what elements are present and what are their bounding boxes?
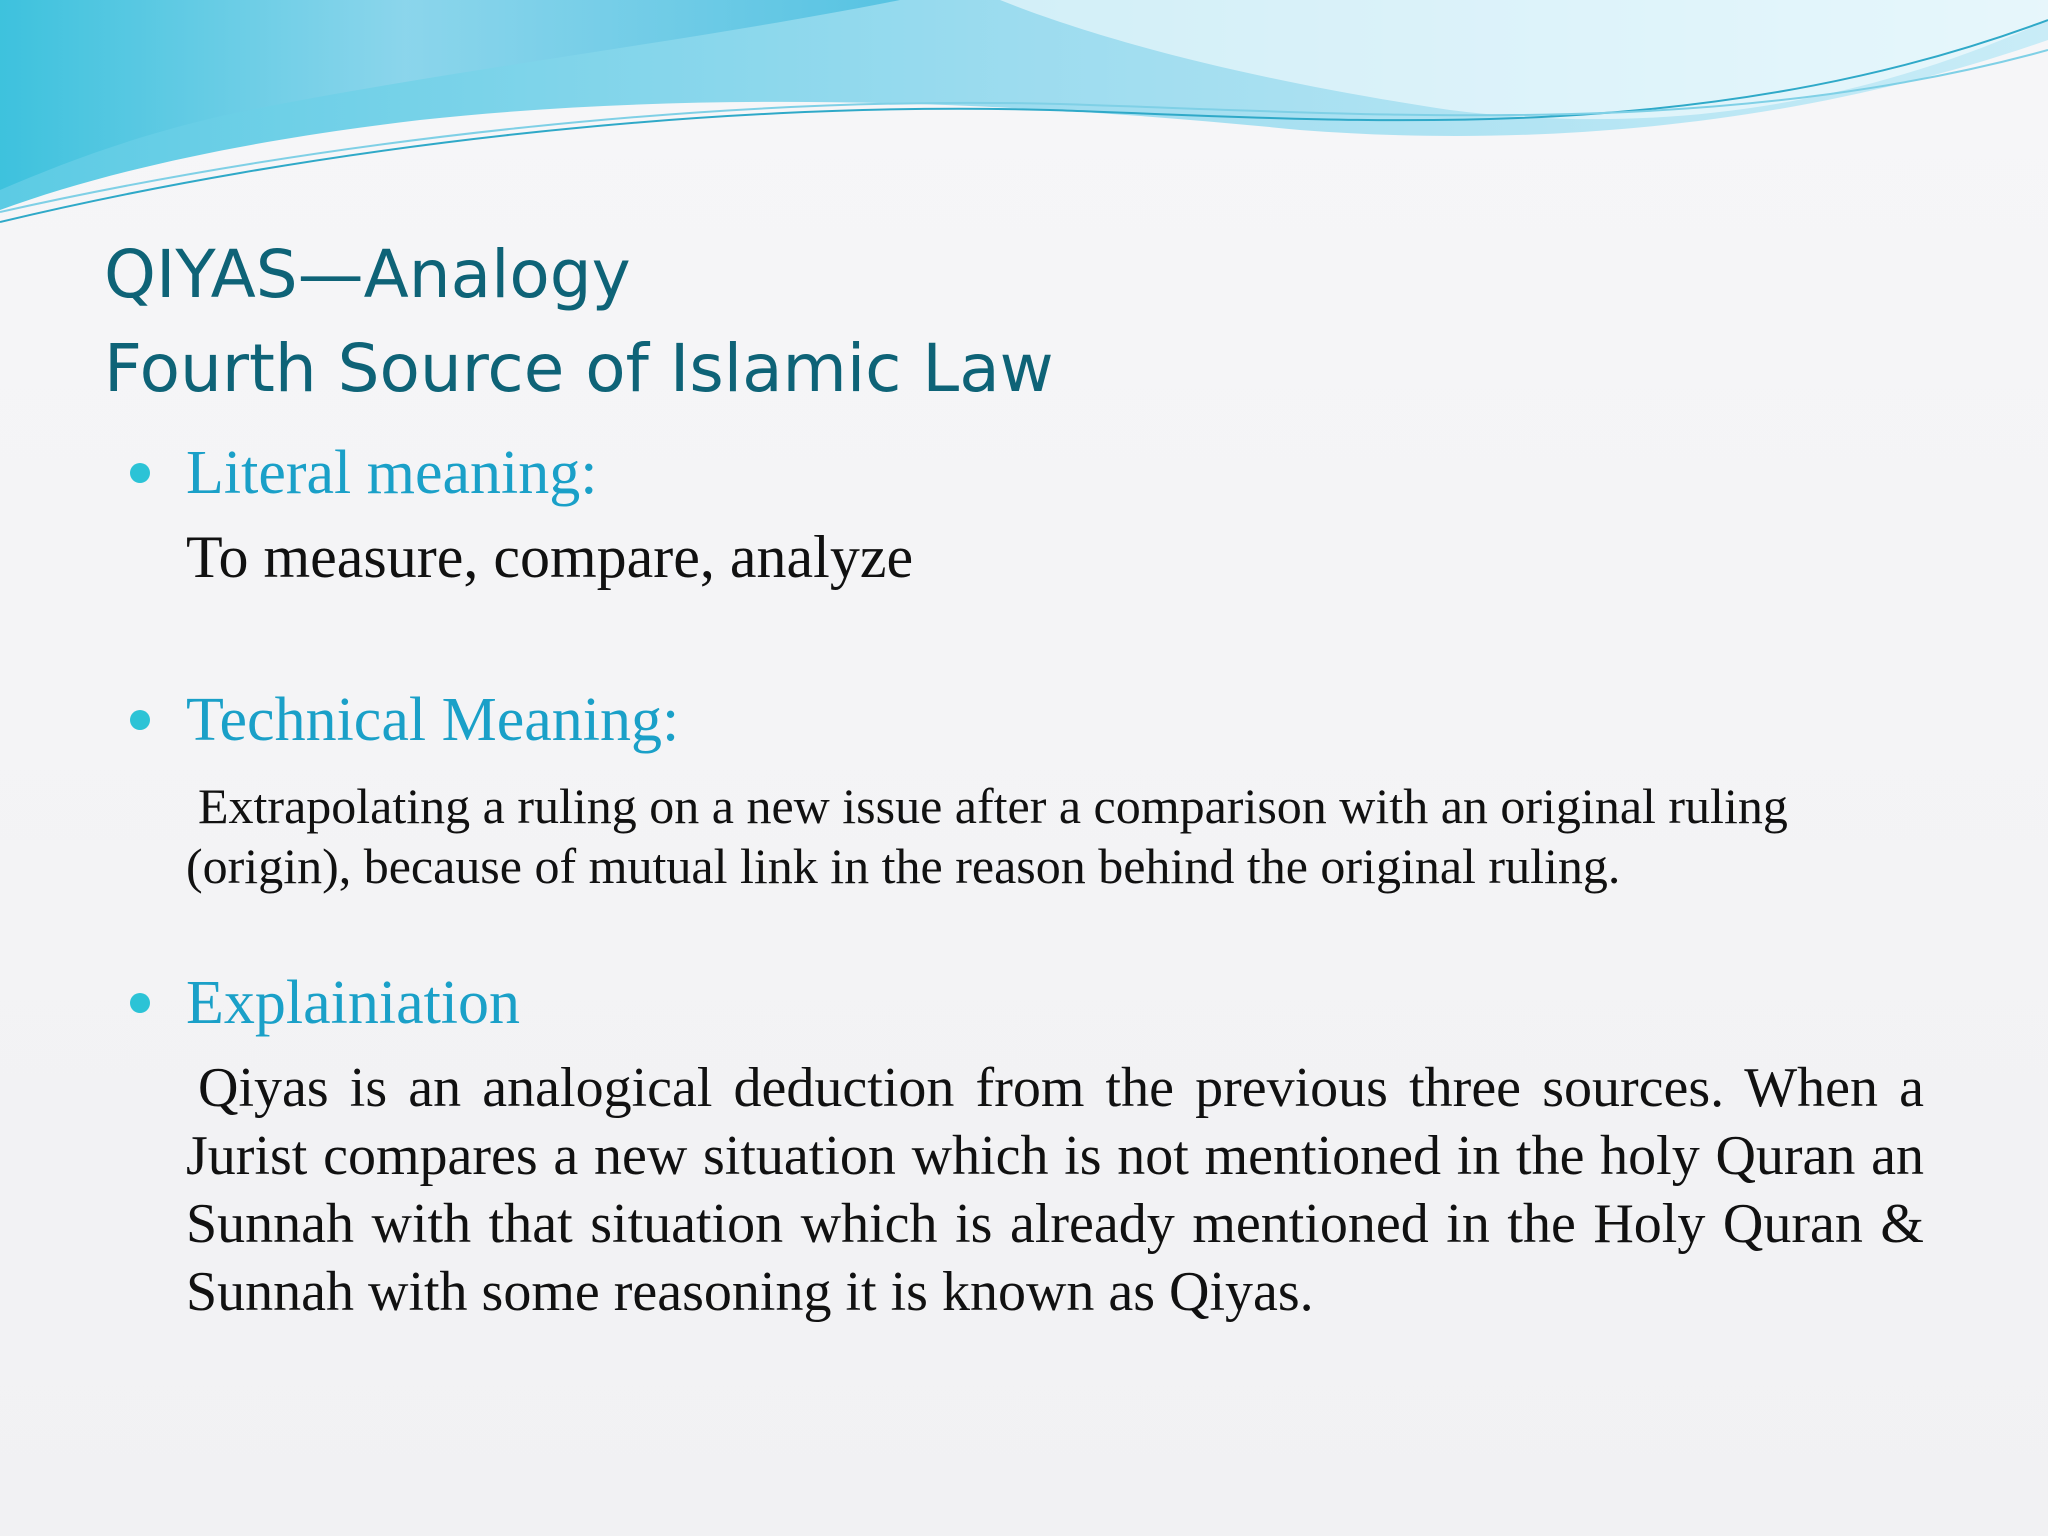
- section-heading-explanation: Explainiation: [186, 969, 521, 1037]
- title-line-1: QIYAS—Analogy: [104, 236, 631, 313]
- slide-title: [104, 228, 1054, 416]
- bullet-dot-icon: [130, 463, 150, 483]
- bullet-dot-icon: [130, 710, 150, 730]
- section-heading-technical: Technical Meaning:: [186, 686, 680, 754]
- section-heading-literal: Literal meaning:: [186, 439, 598, 507]
- section-body-literal: To measure, compare, analyze: [186, 524, 914, 590]
- decorative-wave-banner: [0, 0, 2048, 240]
- bullet-dot-icon: [130, 993, 150, 1013]
- section-body-technical: Extrapolating a ruling on a new issue after a comparison with an original ruling (origin), because of mutual link in the reason behind the original ruling.: [186, 778, 1788, 894]
- section-body-explanation: Qiyas is an analogical deduction from the previous three sources. When a Jurist compares a new situation which is not mentioned in the holy Quran an Sunnah with that situation which is already mentioned in the Holy Quran & Sunnah with some reasoning it is known as Qiyas.: [186, 1057, 1924, 1323]
- title-line-2: Fourth Source of Islamic Law: [104, 330, 1054, 407]
